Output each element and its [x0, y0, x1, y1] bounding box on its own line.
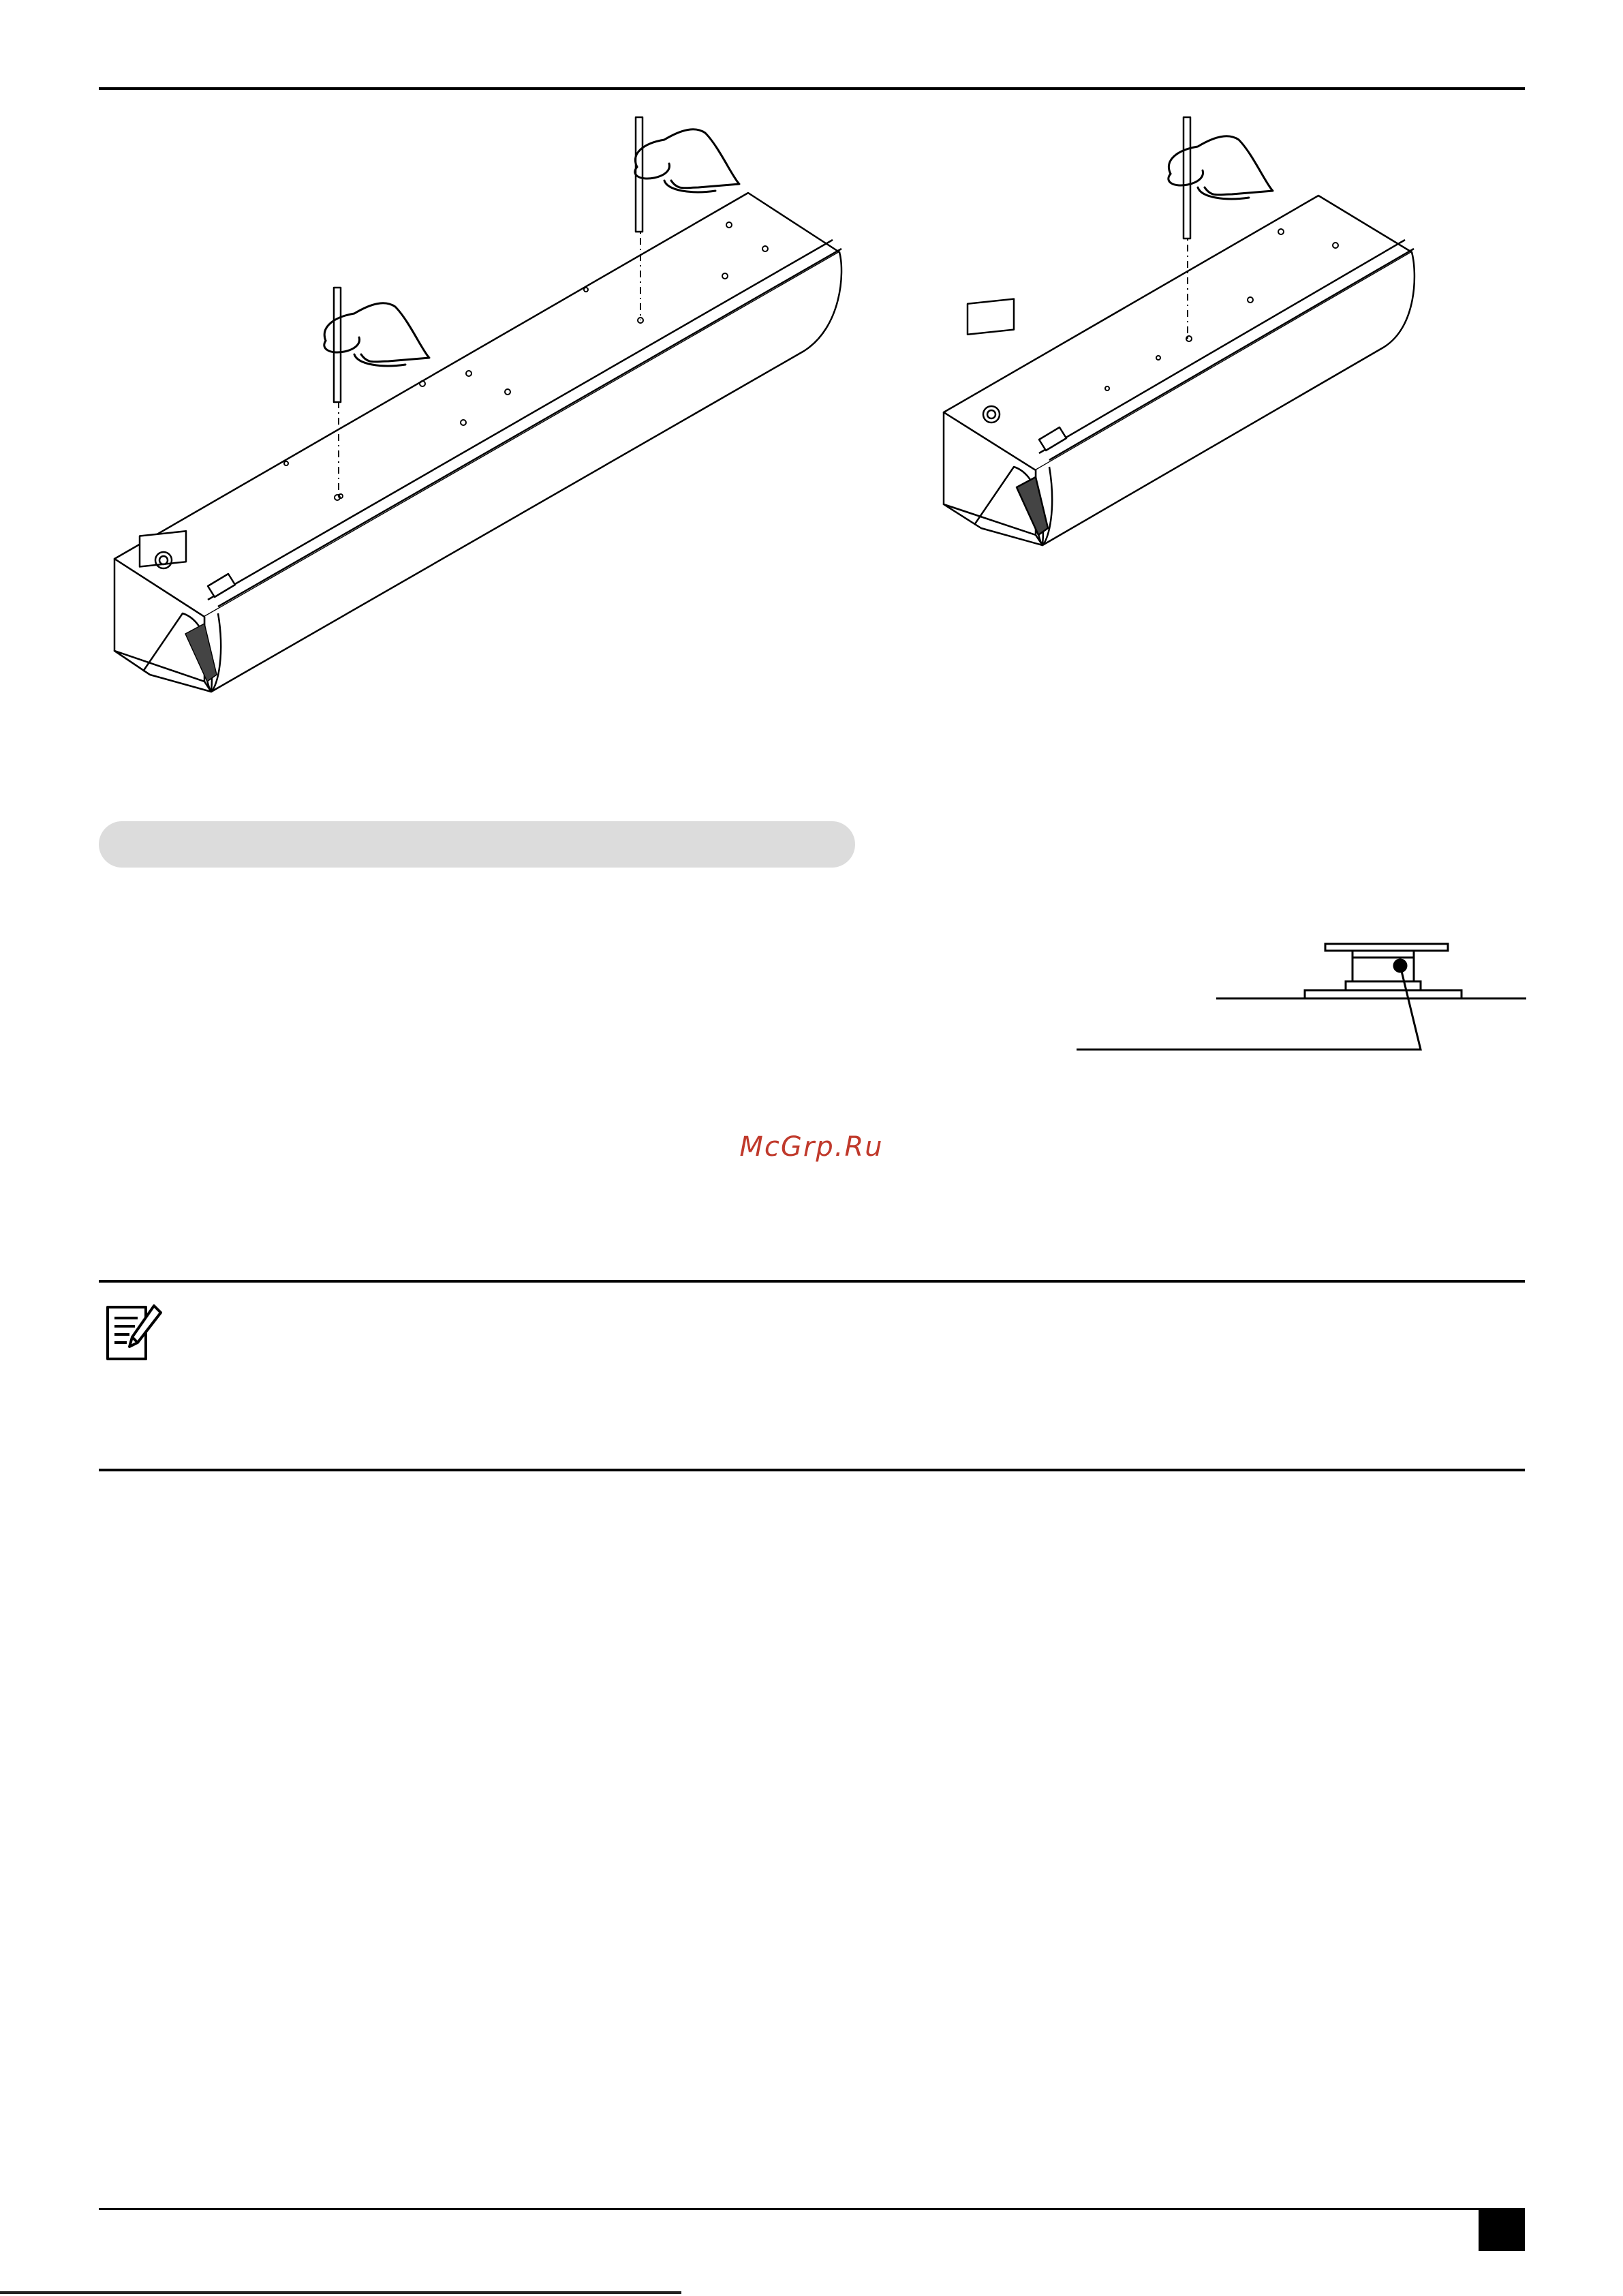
note-top-rule	[99, 1280, 1525, 1283]
note-bottom-rule	[99, 1469, 1525, 1471]
page-number-block	[1479, 2209, 1525, 2251]
note-pencil-icon	[102, 1302, 165, 1364]
footer-rule	[99, 2208, 1525, 2210]
bracket-detail-illustration	[0, 0, 1623, 1090]
watermark: McGrp.Ru	[739, 1131, 884, 1163]
bottom-edge-line	[0, 2291, 681, 2294]
